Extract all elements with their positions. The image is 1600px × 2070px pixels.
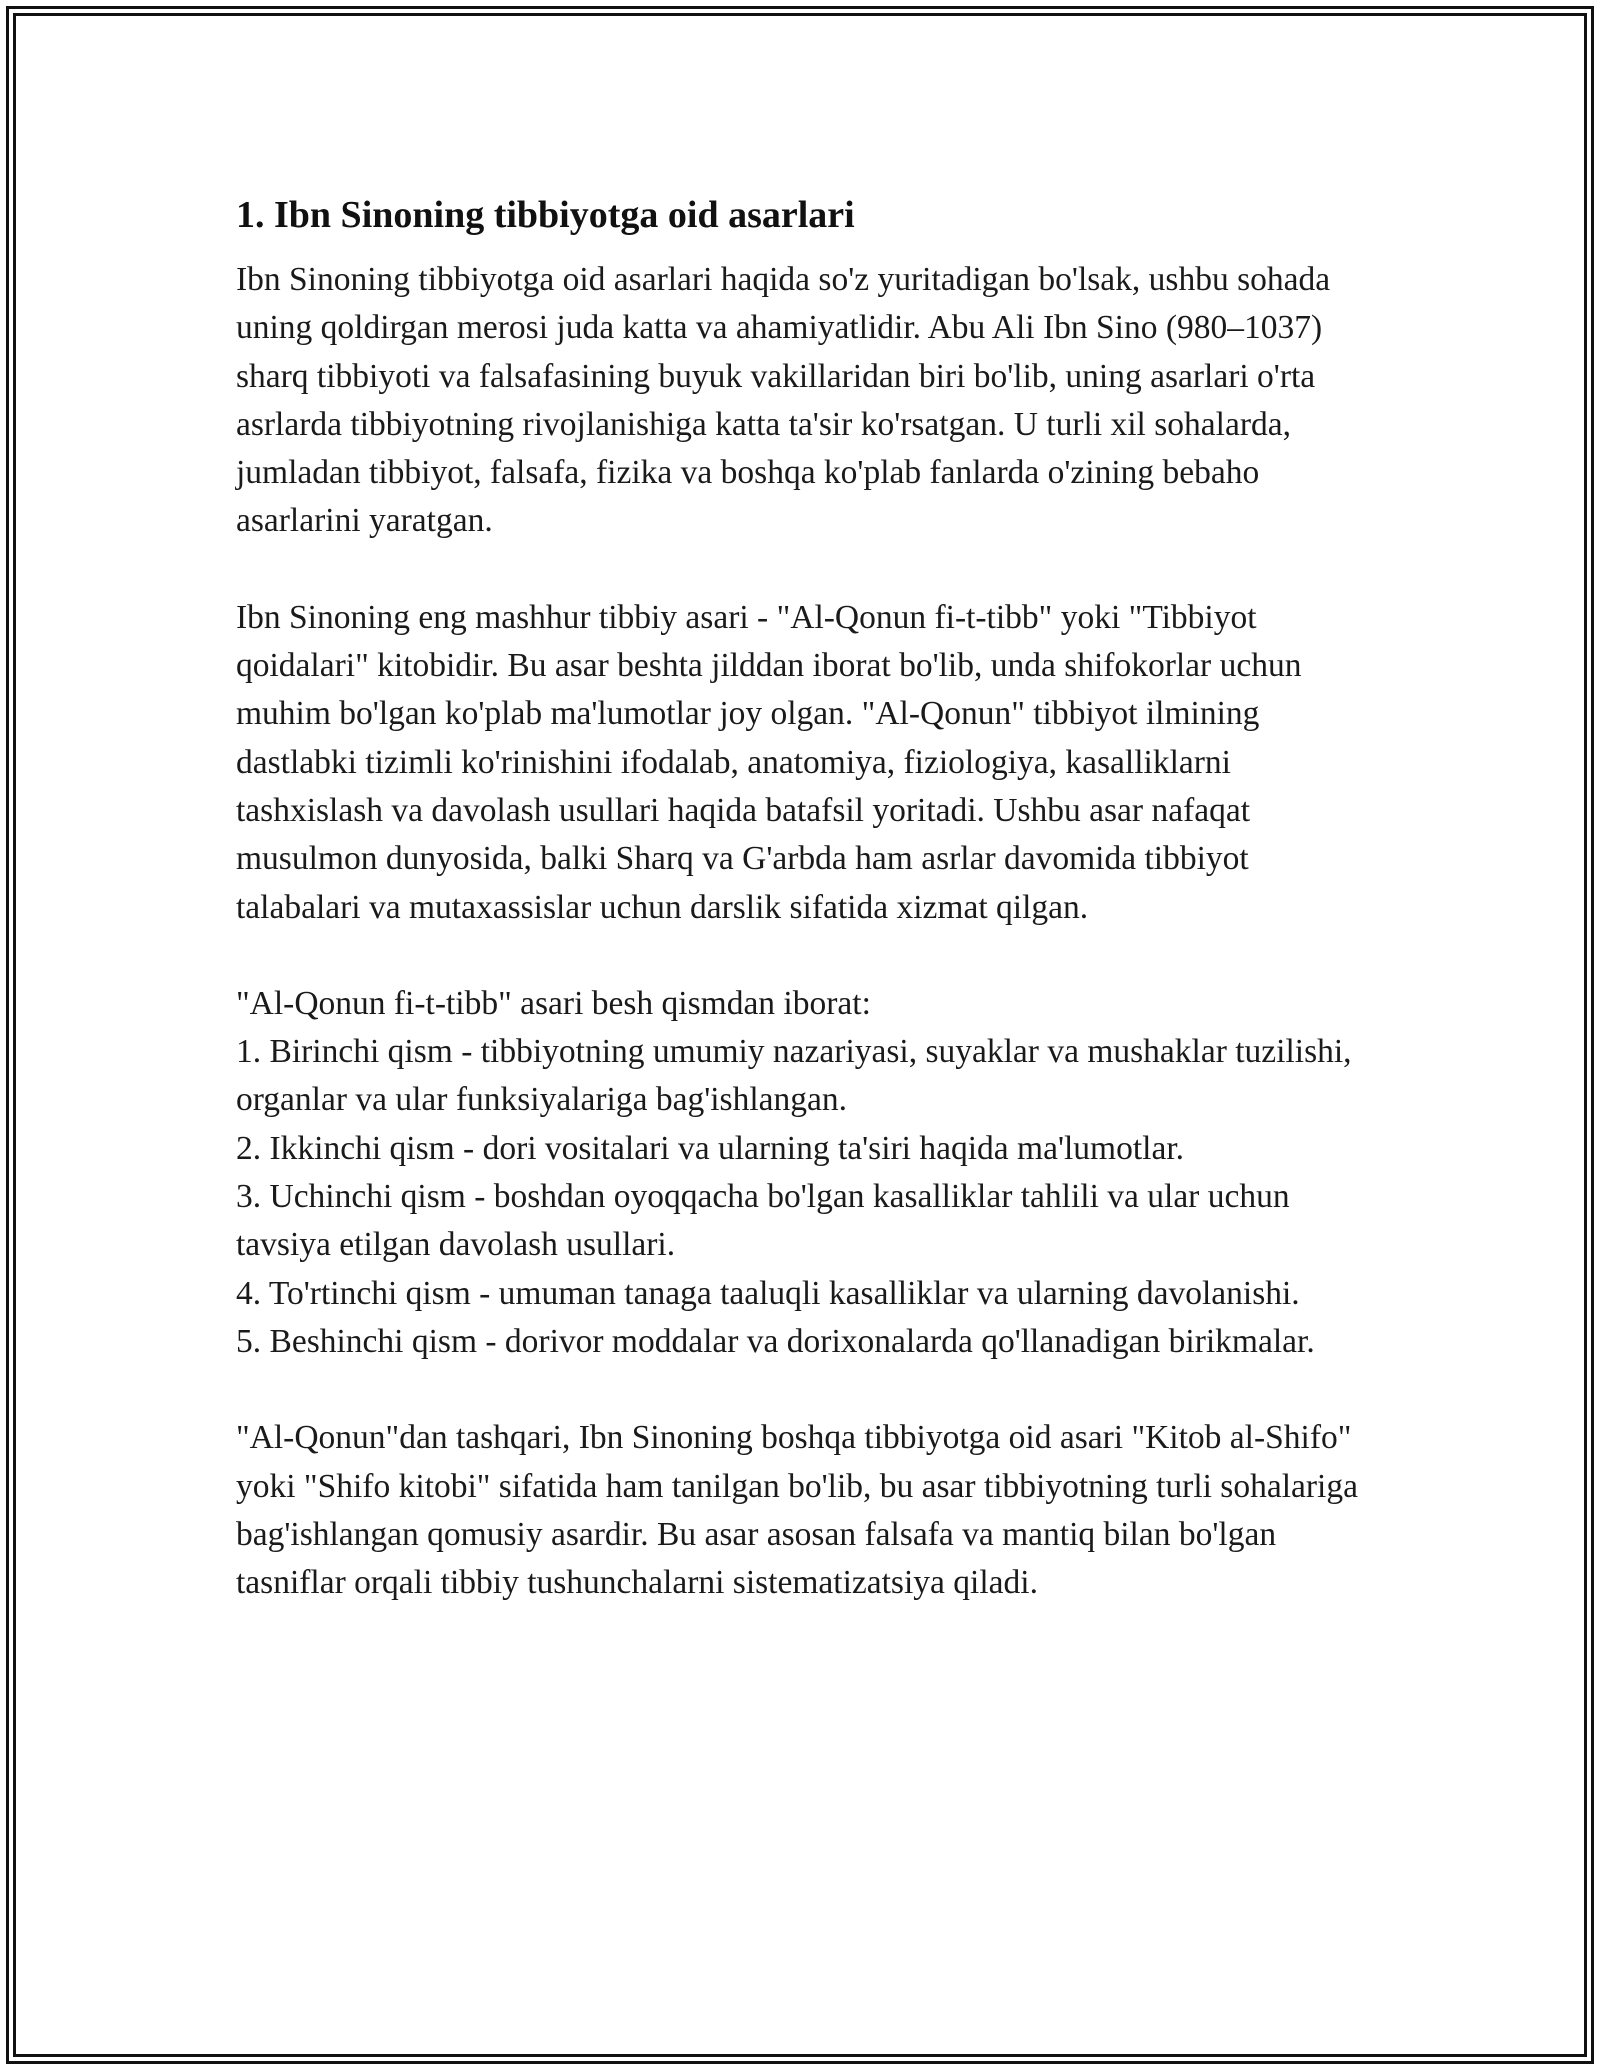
paragraph-al-qonun: Ibn Sinoning eng mashhur tibbiy asari - "Al-Qonun fi-t-tibb" yoki "Tibbiyot qoidalari" kitobidir. Bu asar beshta jilddan iborat bo'lib, unda shifokorlar uchun muhim bo'lgan ko'plab ma'lumotlar joy olgan. "Al-Qonun" tibbiyot ilmining dastlabki tizimli ko'rinishini ifodalab, anatomiya, fiziologiya, kasalliklarni tashxislash va davolash usullari haqida batafsil yoritadi. Ushbu asar nafaqat musulmon dunyosida, balki Sharq va G'arbda ham asrlar davomida tibbiyot talabalari va mutaxassislar uchun darslik sifatida xizmat qilgan. — [236, 598, 1302, 926]
parts-list-intro: "Al-Qonun fi-t-tibb" asari besh qismdan iborat: — [236, 984, 871, 1022]
list-item: 1. Birinchi qism - tibbiyotning umumiy nazariyasi, suyaklar va mushaklar tuzilishi, organlar va ular funksiyalariga bag'ishlangan. — [236, 1033, 1352, 1119]
parts-list — [236, 980, 1376, 1366]
list-item: 5. Beshinchi qism - dorivor moddalar va dorixonalarda qo'llanadigan birikmalar. — [236, 1322, 1315, 1360]
document-body — [236, 190, 1376, 1655]
list-item: 3. Uchinchi qism - boshdan oyoqqacha bo'lgan kasalliklar tahlili va ular uchun tavsiya etilgan davolash usullari. — [236, 1178, 1290, 1264]
paragraph-intro: Ibn Sinoning tibbiyotga oid asarlari haqida so'z yuritadigan bo'lsak, ushbu sohada uning qoldirgan merosi juda katta va ahamiyatlidir. Abu Ali Ibn Sino (980–1037) sharq tibbiyoti va falsafasining buyuk vakillaridan biri bo'lib, uning asarlari o'rta asrlarda tibbiyotning rivojlanishiga katta ta'sir ko'rsatgan. U turli xil sohalarda, jumladan tibbiyot, falsafa, fizika va boshqa ko'plab fanlarda o'zining bebaho asarlarini yaratgan. — [236, 261, 1331, 540]
list-item: 4. To'rtinchi qism - umuman tanaga taaluqli kasalliklar va ularning davolanishi. — [236, 1274, 1300, 1312]
list-item: 2. Ikkinchi qism - dori vositalari va ularning ta'siri haqida ma'lumotlar. — [236, 1129, 1185, 1167]
paragraph-closing: "Al-Qonun"dan tashqari, Ibn Sinoning boshqa tibbiyotga oid asari "Kitob al-Shifo" yoki "Shifo kitobi" sifatida ham tanilgan bo'lib, bu asar tibbiyotning turli sohalariga bag'ishlangan qomusiy asardir. Bu asar asosan falsafa va mantiq bilan bo'lgan tasniflar orqali tibbiy tushunchalarni sistematizatsiya qiladi. — [236, 1419, 1358, 1602]
section-heading: 1. Ibn Sinoning tibbiyotga oid asarlari — [236, 194, 855, 236]
